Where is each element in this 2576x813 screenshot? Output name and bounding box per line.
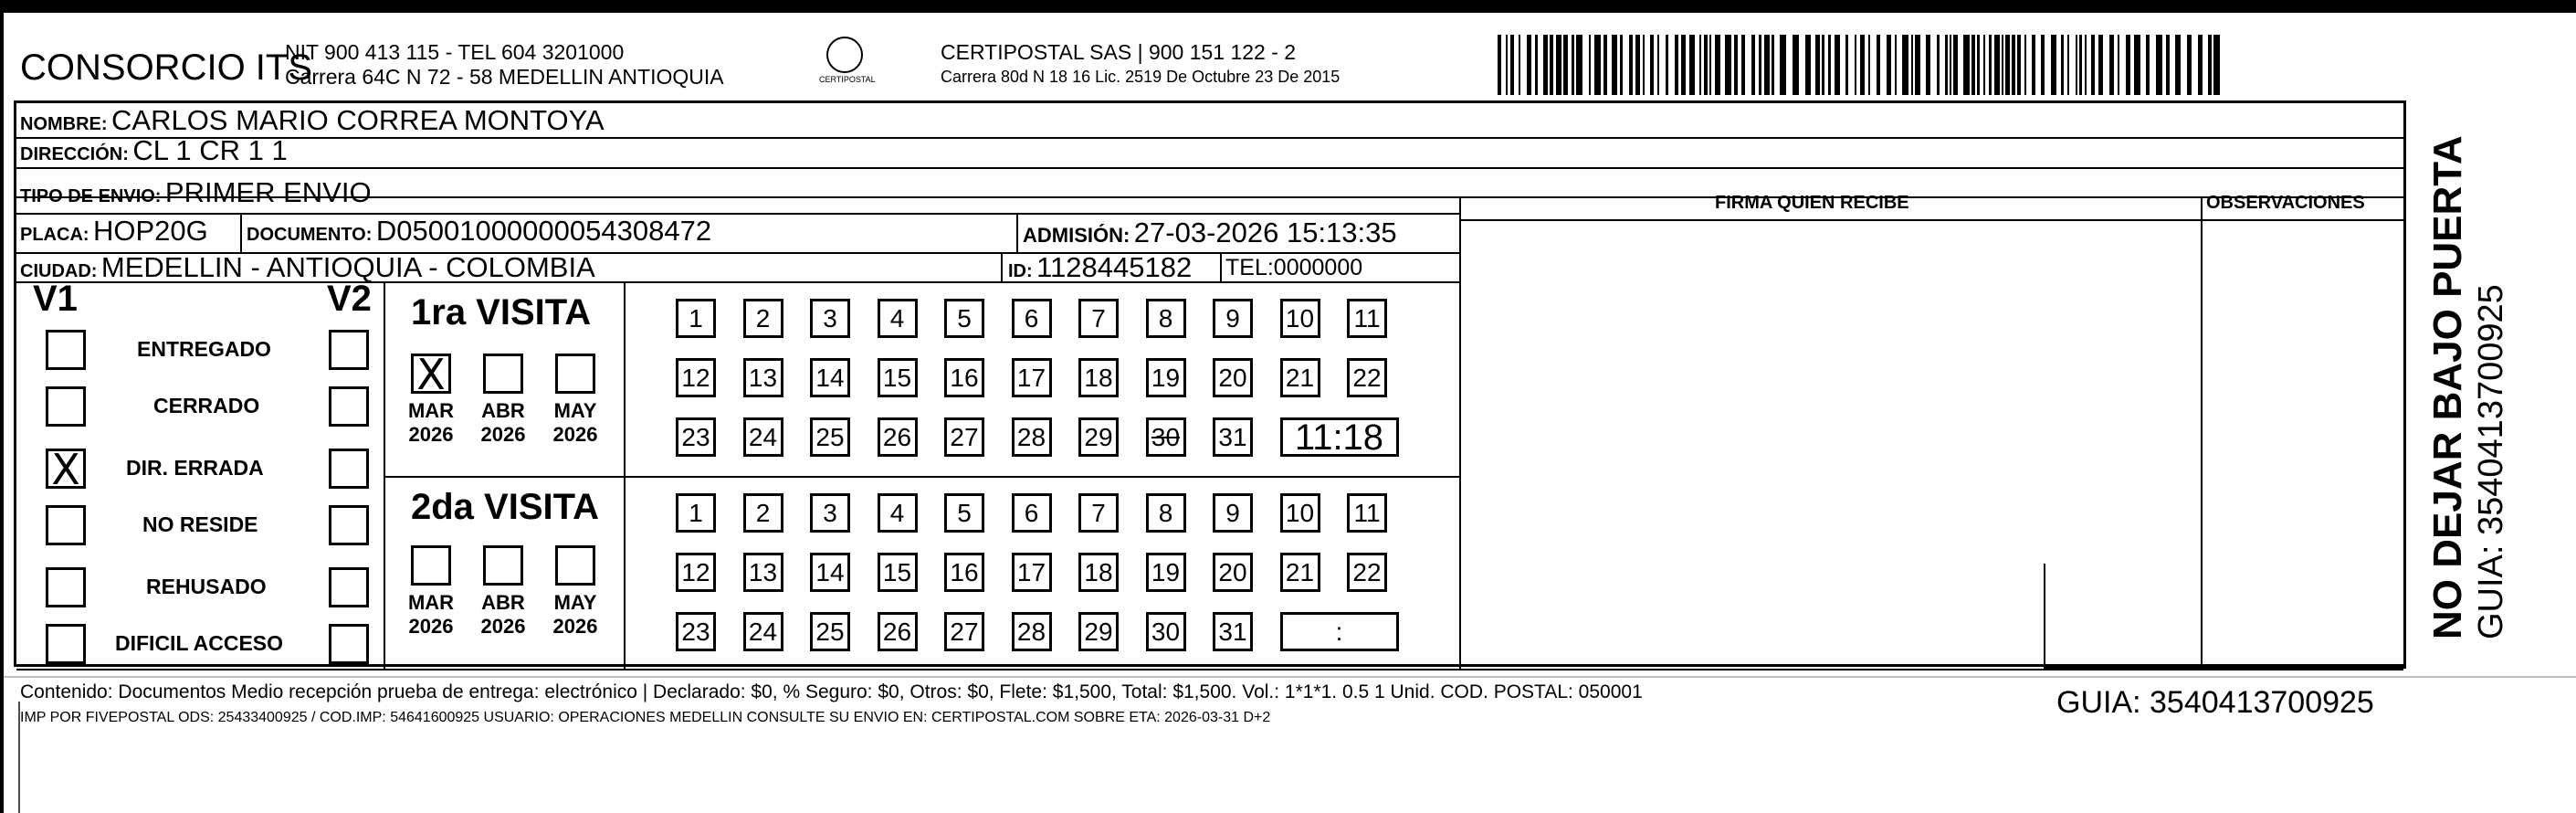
- day-box[interactable]: 20: [1213, 553, 1253, 592]
- month-label: [476, 399, 531, 447]
- footer-content: Contenido: Documentos Medio recepción prueba de entrega: electrónico | Declarado: $0, % Seguro: $0, Otros: $0, Flete: $1,500, Total: $1,500. Vol.: 1*1*1. 0.5 1 Unid. COD. POSTAL: 050001: [20, 681, 1643, 702]
- day-box[interactable]: 17: [1012, 553, 1052, 592]
- state-label: REHUSADO: [146, 575, 267, 598]
- footer-imp: IMP POR FIVEPOSTAL ODS: 25433400925 / COD.IMP: 54641600925 USUARIO: OPERACIONES MEDELLIN CONSULTE SU ENVIO EN: CERTIPOSTAL.COM SOBRE ETA: 2026-03-31 D+2: [20, 710, 1271, 725]
- time-box[interactable]: 11:18: [1280, 417, 1399, 457]
- tipo-envio-field: TIPO DE ENVIO: PRIMER ENVIO: [20, 176, 372, 208]
- month-name: MAR: [407, 591, 455, 614]
- day-box[interactable]: 11: [1347, 493, 1387, 533]
- day-box[interactable]: 18: [1078, 358, 1119, 397]
- state-label: ENTREGADO: [137, 337, 271, 361]
- day-box[interactable]: 5: [944, 493, 984, 533]
- day-box[interactable]: 4: [878, 299, 918, 338]
- footer-guia: GUIA: 3540413700925: [2056, 685, 2374, 720]
- day-box[interactable]: 25: [810, 612, 850, 651]
- day-box[interactable]: 19: [1146, 553, 1186, 592]
- month-year: 2026: [552, 423, 598, 446]
- day-box[interactable]: 1: [676, 493, 716, 533]
- day-box[interactable]: 12: [676, 553, 716, 592]
- month-name: MAR: [407, 399, 455, 422]
- placa-field: PLACA: HOP20G: [20, 215, 208, 247]
- top-border: [0, 0, 2576, 13]
- v1-checkbox[interactable]: [46, 330, 86, 370]
- ciudad-value: MEDELLIN - ANTIOQUIA - COLOMBIA: [100, 251, 595, 283]
- company-address: Carrera 64C N 72 - 58 MEDELLIN ANTIOQUIA: [285, 65, 724, 89]
- day-box[interactable]: 21: [1280, 553, 1320, 592]
- id-field: ID: 1128445182: [1008, 251, 1193, 283]
- day-box[interactable]: 9: [1213, 299, 1253, 338]
- day-box[interactable]: 23: [676, 612, 716, 651]
- state-label: CERRADO: [153, 394, 260, 417]
- day-box[interactable]: 31: [1213, 612, 1253, 651]
- day-box[interactable]: 27: [944, 612, 984, 651]
- v1-header: V1: [33, 279, 78, 319]
- v1-checkbox[interactable]: X: [46, 449, 86, 489]
- day-box[interactable]: 22: [1347, 553, 1387, 592]
- v2-checkbox[interactable]: [329, 505, 369, 545]
- v1-checkbox[interactable]: [46, 624, 86, 664]
- day-box[interactable]: 10: [1280, 299, 1320, 338]
- carrier-info: [941, 40, 1340, 89]
- month-label: [404, 591, 458, 639]
- nit-line: NIT 900 413 115 - TEL 604 3201000: [285, 40, 625, 64]
- month-name: MAY: [553, 591, 597, 614]
- month-name: MAY: [553, 399, 597, 422]
- month-checkbox[interactable]: [555, 354, 595, 394]
- month-year: 2026: [552, 615, 598, 638]
- day-box[interactable]: 24: [743, 612, 783, 651]
- day-box[interactable]: 16: [944, 358, 984, 397]
- month-year: 2026: [408, 423, 454, 446]
- company-name: CONSORCIO ITS: [20, 48, 313, 88]
- day-box[interactable]: 6: [1012, 299, 1052, 338]
- month-checkbox[interactable]: [555, 545, 595, 586]
- day-box[interactable]: 12: [676, 358, 716, 397]
- month-label: [548, 591, 603, 639]
- left-border: [0, 0, 4, 813]
- day-box[interactable]: 7: [1078, 493, 1119, 533]
- day-box[interactable]: 17: [1012, 358, 1052, 397]
- observaciones-header: OBSERVACIONES: [2206, 193, 2365, 213]
- day-box[interactable]: 15: [878, 553, 918, 592]
- time-box[interactable]: :: [1280, 612, 1399, 651]
- day-box[interactable]: 29: [1078, 417, 1119, 457]
- v2-header: V2: [327, 279, 372, 319]
- ciudad-field: CIUDAD: MEDELLIN - ANTIOQUIA - COLOMBIA: [20, 251, 595, 283]
- day-box[interactable]: 5: [944, 299, 984, 338]
- v2-checkbox[interactable]: [329, 386, 369, 427]
- admision-value: 27-03-2026 15:13:35: [1133, 216, 1397, 248]
- v2-checkbox[interactable]: [329, 449, 369, 489]
- day-box[interactable]: 13: [743, 553, 783, 592]
- day-box[interactable]: 27: [944, 417, 984, 457]
- day-box[interactable]: 28: [1012, 612, 1052, 651]
- month-year: 2026: [480, 423, 526, 446]
- placa-value: HOP20G: [93, 215, 208, 247]
- day-box[interactable]: 23: [676, 417, 716, 457]
- documento-value: D05001000000054308472: [375, 215, 712, 247]
- month-label: [548, 399, 603, 447]
- second-visit-title: 2da VISITA: [411, 487, 599, 527]
- day-box[interactable]: 24: [743, 417, 783, 457]
- no-dejar-text: NO DEJAR BAJO PUERTA: [2425, 135, 2470, 639]
- day-box[interactable]: 11: [1347, 299, 1387, 338]
- documento-field: DOCUMENTO: D05001000000054308472: [247, 215, 712, 247]
- month-name: ABR: [481, 591, 525, 614]
- day-box[interactable]: 1: [676, 299, 716, 338]
- day-box[interactable]: 16: [944, 553, 984, 592]
- v2-checkbox[interactable]: [329, 624, 369, 664]
- nombre-value: CARLOS MARIO CORREA MONTOYA: [111, 104, 605, 136]
- day-box[interactable]: 2: [743, 299, 783, 338]
- tel-field: TEL:0000000: [1225, 255, 1363, 280]
- v1-checkbox[interactable]: [46, 386, 86, 427]
- day-box[interactable]: 25: [810, 417, 850, 457]
- day-box[interactable]: 20: [1213, 358, 1253, 397]
- v1-checkbox[interactable]: [46, 567, 86, 607]
- day-box[interactable]: 31: [1213, 417, 1253, 457]
- day-box[interactable]: 22: [1347, 358, 1387, 397]
- v1-checkbox[interactable]: [46, 505, 86, 545]
- v2-checkbox[interactable]: [329, 330, 369, 370]
- day-box[interactable]: 8: [1146, 299, 1186, 338]
- logo-text: CERTIPOSTAL: [819, 75, 876, 84]
- nombre-field: NOMBRE: CARLOS MARIO CORREA MONTOYA: [20, 104, 605, 136]
- direccion-field: DIRECCIÓN: CL 1 CR 1 1: [20, 134, 288, 166]
- day-box[interactable]: 15: [878, 358, 918, 397]
- month-checkbox[interactable]: [483, 545, 523, 586]
- day-box[interactable]: 26: [878, 417, 918, 457]
- day-box[interactable]: 3: [810, 299, 850, 338]
- logo-icon: [826, 37, 863, 73]
- month-label: [476, 591, 531, 639]
- month-checkbox[interactable]: X: [411, 354, 451, 394]
- side-guia-text: GUIA: 3540413700925: [2472, 284, 2510, 639]
- state-label: NO RESIDE: [142, 512, 258, 536]
- day-box[interactable]: 10: [1280, 493, 1320, 533]
- tel-value: 0000000: [1273, 255, 1363, 280]
- day-box[interactable]: 4: [878, 493, 918, 533]
- day-box[interactable]: 21: [1280, 358, 1320, 397]
- firma-header: FIRMA QUIEN RECIBE: [1715, 193, 1909, 213]
- day-box[interactable]: 2: [743, 493, 783, 533]
- direccion-value: CL 1 CR 1 1: [132, 134, 288, 166]
- month-label: [404, 399, 458, 447]
- day-box[interactable]: 30: [1146, 417, 1186, 457]
- day-box[interactable]: 7: [1078, 299, 1119, 338]
- carrier-name: CERTIPOSTAL SAS | 900 151 122 - 2: [941, 40, 1297, 64]
- day-box[interactable]: 19: [1146, 358, 1186, 397]
- first-visit-title: 1ra VISITA: [411, 292, 592, 333]
- month-checkbox[interactable]: [411, 545, 451, 586]
- side-note: [2424, 135, 2510, 639]
- day-box[interactable]: 3: [810, 493, 850, 533]
- carrier-address: Carrera 80d N 18 16 Lic. 2519 De Octubre 23 De 2015: [941, 68, 1341, 86]
- day-box[interactable]: 13: [743, 358, 783, 397]
- day-box[interactable]: 9: [1213, 493, 1253, 533]
- day-box[interactable]: 14: [810, 553, 850, 592]
- day-box[interactable]: 18: [1078, 553, 1119, 592]
- month-year: 2026: [408, 615, 454, 638]
- month-year: 2026: [480, 615, 526, 638]
- month-name: ABR: [481, 399, 525, 422]
- v2-checkbox[interactable]: [329, 567, 369, 607]
- day-box[interactable]: 8: [1146, 493, 1186, 533]
- id-value: 1128445182: [1036, 251, 1193, 283]
- admision-field: ADMISIÓN: 27-03-2026 15:13:35: [1023, 216, 1397, 248]
- barcode: [1498, 35, 2228, 95]
- day-box[interactable]: 30: [1146, 612, 1186, 651]
- company-info: [285, 40, 724, 90]
- month-checkbox[interactable]: [483, 354, 523, 394]
- tipo-envio-value: PRIMER ENVIO: [164, 176, 372, 208]
- day-box[interactable]: 14: [810, 358, 850, 397]
- day-box[interactable]: 26: [878, 612, 918, 651]
- day-box[interactable]: 28: [1012, 417, 1052, 457]
- day-box[interactable]: 29: [1078, 612, 1119, 651]
- state-label: DIFICIL ACCESO: [115, 631, 284, 655]
- state-label: DIR. ERRADA: [126, 456, 264, 480]
- day-box[interactable]: 6: [1012, 493, 1052, 533]
